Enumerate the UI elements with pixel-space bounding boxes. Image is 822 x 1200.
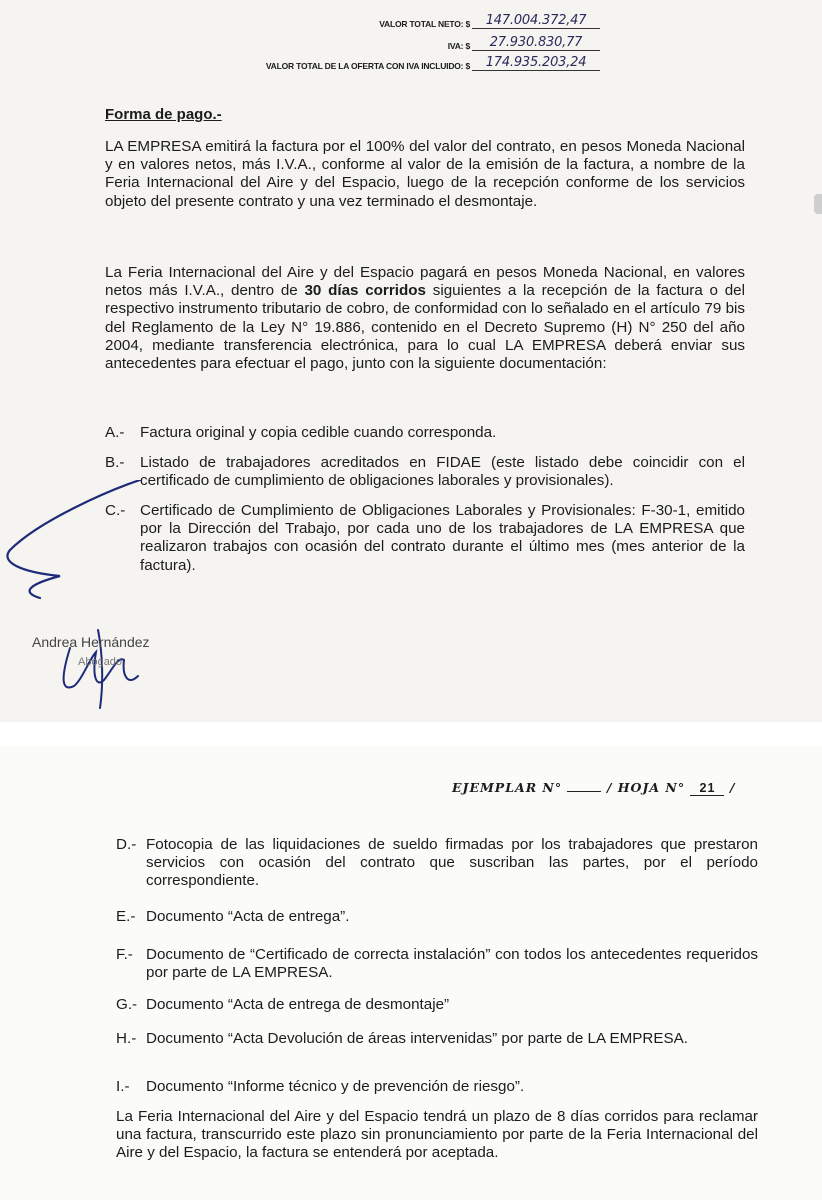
signature-scribble	[0, 480, 260, 720]
total-neto-value: 147.004.372,47	[472, 14, 600, 29]
list-item-label: C.-	[105, 502, 126, 519]
page-gap	[0, 722, 822, 746]
list-item-text: Fotocopia de las liquidaciones de sueldo firmadas por los trabajadores que prestaron servicios con ocasión del contrato que suscriban las partes, por el período correspondiente.	[146, 836, 758, 890]
list-item-text: Documento de “Certificado de correcta instalación” con todos los antecedentes requeridos por parte de LA EMPRESA.	[146, 946, 758, 982]
list-item-label: E.-	[116, 908, 136, 925]
signature-title: Abogado	[78, 656, 123, 668]
paragraph-pago-bold: 30 días corridos	[304, 282, 426, 300]
list-item-e	[116, 908, 758, 926]
total-neto-label: VALOR TOTAL NETO: $	[379, 19, 470, 29]
list-item-h	[116, 1030, 758, 1048]
list-item-label: I.-	[116, 1078, 130, 1095]
list-item-text: Documento “Acta de entrega de desmontaje”	[146, 996, 450, 1013]
total-neto-row	[379, 14, 600, 29]
total-oferta-label: VALOR TOTAL DE LA OFERTA CON IVA INCLUIDO: $	[265, 61, 470, 71]
paragraph-factura: LA EMPRESA emitirá la factura por el 100% del valor del contrato, en pesos Moneda Nacional y en valores netos, más I.V.A., conforme al valor de la emisión de la factura, a nombre de la Feria Internacional del Aire y del Espacio, luego de la recepción conforme de los servicios objeto del presente contrato y una vez terminado el desmontaje.	[105, 138, 745, 210]
list-item-text: Factura original y copia cedible cuando corresponda.	[140, 424, 497, 441]
list-item-label: F.-	[116, 946, 133, 963]
ejemplar-label: EJEMPLAR N°	[452, 780, 563, 795]
paragraph-pago	[105, 264, 745, 373]
list-item-d	[116, 836, 758, 891]
list-item-label: A.-	[105, 424, 125, 441]
iva-row	[448, 36, 600, 51]
list-item-label: H.-	[116, 1030, 137, 1047]
signature-name: Andrea Hernández	[32, 634, 150, 650]
list-item-g	[116, 996, 758, 1014]
list-item-label: G.-	[116, 996, 138, 1013]
iva-value: 27.930.830,77	[472, 36, 600, 51]
list-item-i	[116, 1078, 758, 1096]
list-item-f	[116, 946, 758, 982]
header-end: /	[729, 780, 736, 795]
paragraph-pago-part1: La Feria Internacional del Aire y del Espacio pagará en pesos Moneda Nacional, en valores netos más I.V.A., dentro de	[105, 264, 745, 300]
total-oferta-value: 174.935.203,24	[472, 56, 600, 71]
list-item-text: Certificado de Cumplimiento de Obligaciones Laborales y Provisionales: F-30-1, emitido por la Dirección del Trabajo, por cada uno de los trabajadores de LA EMPRESA que realizaron trabajos con ocasión del contrato durante el último mes (mes anterior de la factura).	[140, 502, 745, 574]
page-edge-tab	[814, 194, 822, 214]
list-item-label: D.-	[116, 836, 137, 853]
list-item-text: Documento “Acta Devolución de áreas intervenidas” por parte de LA EMPRESA.	[146, 1030, 688, 1047]
section-heading: Forma de pago.-	[105, 106, 222, 123]
list-item-a	[105, 424, 745, 442]
paragraph-pago-part2: siguientes a la recepción de la factura o del respectivo instrumento tributario de cobro, de conformidad con lo señalado en el artículo 79 bis del Reglamento de la Ley N° 19.886, contenido en el Decreto Supremo (H) N° 250 del año 2004, mediante transferencia electrónica, para lo cual LA EMPRESA deberá enviar sus antecedentes para efectuar el pago, junto con la siguiente documentación:	[105, 282, 745, 373]
list-item-text: Documento “Informe técnico y de prevención de riesgo”.	[146, 1078, 525, 1095]
hoja-value: 21	[690, 781, 724, 796]
total-oferta-row	[266, 56, 600, 71]
hoja-label: / HOJA N°	[606, 780, 686, 795]
sheet-header	[452, 780, 735, 796]
list-item-text: Listado de trabajadores acreditados en FIDAE (este listado debe coincidir con el certificado de cumplimiento de obligaciones laborales y provisionales).	[140, 454, 745, 490]
closing-paragraph: La Feria Internacional del Aire y del Espacio tendrá un plazo de 8 días corridos para reclamar una factura, transcurrido este plazo sin pronunciamiento por parte de la Feria Internacional del Aire y del Espacio, la factura se entenderá por aceptada.	[116, 1108, 758, 1162]
ejemplar-value	[567, 791, 601, 792]
iva-label: IVA: $	[447, 41, 470, 51]
list-item-text: Documento “Acta de entrega”.	[146, 908, 350, 925]
list-item-label: B.-	[105, 454, 125, 471]
document-page-2	[0, 746, 822, 1200]
